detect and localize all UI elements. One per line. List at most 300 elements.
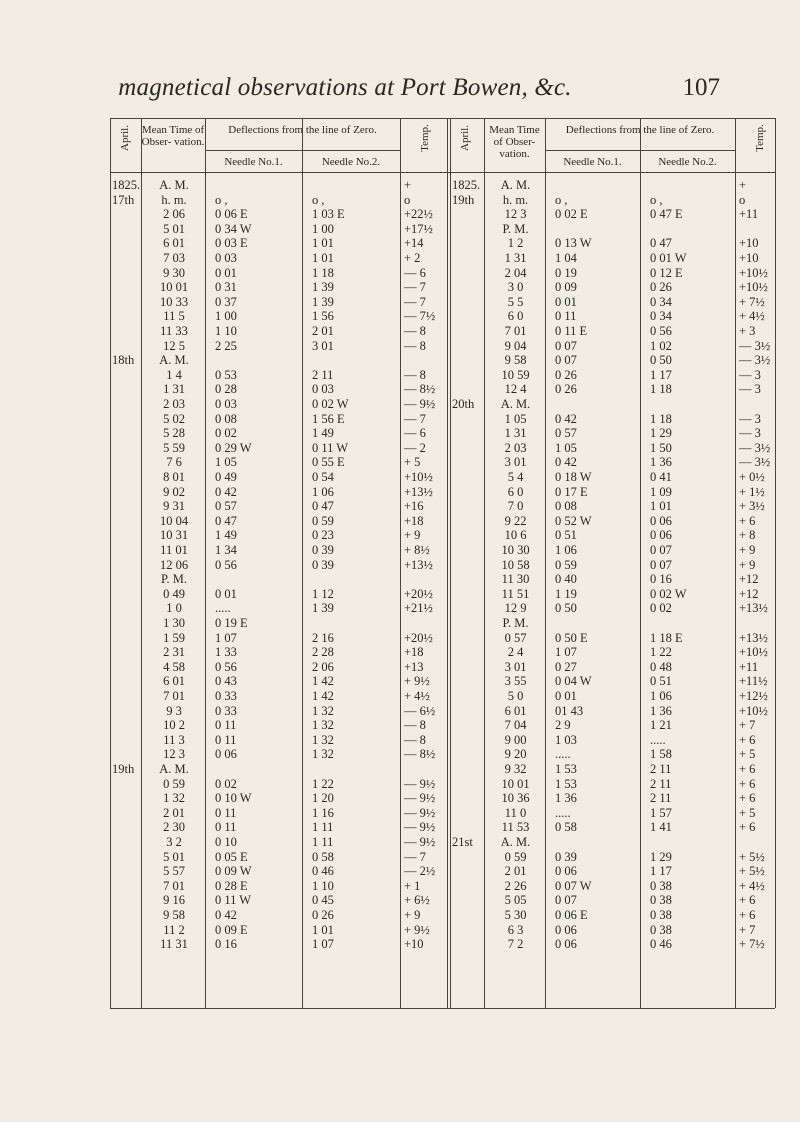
time-cell: 6 3 — [507, 922, 524, 937]
needle1-cell: 0 09 W — [215, 864, 252, 879]
needle2-cell: 0 02 W — [312, 397, 349, 411]
needle2-cell: 1 03 E — [312, 207, 345, 222]
needle1-cell: 0 02 E — [555, 207, 588, 222]
column-rule — [447, 118, 448, 1008]
needle2-cell: 1 18 E — [650, 630, 683, 645]
temp-cell: + — [739, 178, 747, 192]
needle1-cell: 0 31 — [215, 280, 237, 295]
needle1-cell: 0 52 W — [555, 513, 592, 528]
needle2-cell: 2 11 — [650, 762, 672, 776]
temp-cell: — 9½ — [404, 820, 436, 835]
time-cell: 5 28 — [163, 426, 185, 441]
subheader-rule — [205, 150, 400, 151]
needle1-cell: 0 34 W — [215, 221, 252, 236]
time-cell: 12 3 — [504, 207, 527, 222]
needle2-cell: 1 36 — [650, 455, 672, 470]
temp-cell: +13½ — [739, 601, 768, 616]
day-cell: 21st — [452, 835, 473, 849]
needle1-cell: 0 19 — [555, 265, 577, 280]
needle2-cell: 0 48 — [650, 659, 672, 674]
needle1-cell: 0 28 — [215, 382, 237, 397]
temp-cell: +13½ — [739, 630, 768, 645]
temp-cell: — 3 — [739, 367, 761, 382]
column-rule — [545, 118, 546, 1008]
time-cell: 3 0 — [507, 280, 524, 295]
needle2-cell: 1 57 — [650, 805, 672, 820]
time-cell: 9 20 — [504, 747, 527, 762]
needle1-cell: 1 03 — [555, 732, 577, 747]
needle1-cell: 0 40 — [555, 572, 577, 587]
needle1-cell: 0 07 — [555, 353, 577, 368]
time-cell: 10 01 — [501, 776, 530, 791]
column-rule — [141, 118, 142, 1008]
needle2-cell: 1 50 — [650, 440, 672, 455]
needle1-cell: 0 11 W — [215, 893, 252, 908]
table-top-rule — [110, 118, 775, 119]
time-cell: 9 30 — [163, 265, 185, 280]
needle2-cell: 1 01 — [650, 499, 672, 514]
time-cell: 1 31 — [504, 251, 527, 265]
needle1-cell: 0 26 — [555, 367, 577, 382]
needle2-cell: 1 49 — [312, 426, 334, 441]
temp-cell: +14 — [404, 236, 424, 251]
temp-cell: + 3 — [739, 324, 756, 338]
needle1-cell: 0 04 W — [555, 674, 592, 689]
temp-cell: + 6 — [739, 776, 756, 791]
needle1-cell: 1 49 — [215, 528, 237, 543]
time-cell: A. M. — [159, 353, 189, 368]
needle2-cell: 1 18 — [650, 411, 672, 426]
needle2-cell: 0 50 — [650, 353, 672, 368]
time-cell: 4 58 — [163, 659, 185, 674]
needle2-cell: 0 02 W — [650, 586, 687, 601]
time-cell: 11 53 — [501, 820, 530, 835]
temp-cell: — 7 — [404, 294, 426, 309]
needle2-cell: 0 02 — [650, 601, 672, 616]
temp-cell: +10 — [739, 236, 759, 251]
needle2-cell: 0 11 W — [312, 440, 349, 455]
temp-cell: + 7½ — [739, 294, 765, 309]
temp-cell: + 1 — [404, 878, 421, 893]
time-cell: 0 57 — [504, 630, 527, 645]
temp-cell: — 9½ — [404, 397, 436, 411]
needle2-cell: 2 01 — [312, 324, 334, 338]
temp-cell: — 7 — [404, 411, 426, 426]
needle2-cell: 0 54 — [312, 470, 334, 484]
time-cell: 9 58 — [163, 908, 185, 922]
temp-cell: + 7 — [739, 922, 756, 937]
needle1-cell: 0 10 W — [215, 791, 252, 806]
needle1-cell: 01 43 — [555, 703, 584, 718]
temp-cell: + 6 — [739, 820, 756, 835]
time-cell: 0 59 — [504, 849, 527, 864]
temp-cell: +12½ — [739, 689, 768, 703]
column-rule — [735, 118, 736, 1008]
time-cell: 10 36 — [501, 791, 530, 806]
needle1-cell: 0 03 — [215, 251, 237, 265]
temp-cell: — 3½ — [739, 338, 771, 353]
needle1-cell: 0 33 — [215, 703, 237, 718]
time-cell: 6 01 — [504, 703, 527, 718]
temp-cell: +12 — [739, 572, 759, 587]
needle2-cell: 0 51 — [650, 674, 672, 689]
time-cell: 5 5 — [507, 294, 524, 309]
needle2-cell: 2 11 — [312, 367, 334, 382]
needle1-cell: 0 50 — [555, 601, 577, 616]
needle2-cell: 1 01 — [312, 236, 334, 251]
time-cell: 3 01 — [504, 659, 527, 674]
time-cell: A. M. — [159, 762, 189, 776]
needle2-cell: 0 39 — [312, 543, 334, 557]
temp-cell: + 9½ — [404, 922, 430, 937]
needle1-cell: 0 08 — [215, 411, 237, 426]
time-cell: 12 4 — [504, 382, 527, 397]
time-cell: 2 03 — [504, 440, 527, 455]
needle2-cell: 0 59 — [312, 513, 334, 528]
day-cell: 19th — [112, 762, 135, 776]
needle2-cell: 0 06 — [650, 528, 672, 543]
column-rule — [484, 118, 485, 1008]
needle2-cell: 1 32 — [312, 718, 334, 733]
needle1-cell: 0 11 — [215, 820, 237, 835]
time-cell: 1 0 — [166, 601, 182, 616]
needle1-cell: 0 01 — [555, 689, 577, 703]
temp-cell: + 7½ — [739, 937, 765, 952]
time-cell: 1 30 — [163, 616, 185, 630]
needle1-header: Needle No.1. — [563, 156, 622, 168]
needle2-cell: 0 58 — [312, 849, 334, 864]
time-cell: 10 6 — [504, 528, 527, 543]
needle1-cell: 1 53 — [555, 776, 577, 791]
needle2-cell: 1 39 — [312, 601, 334, 616]
needle1-cell: 0 42 — [215, 908, 237, 922]
time-cell: 2 06 — [163, 207, 185, 222]
needle2-cell: 1 39 — [312, 280, 334, 295]
temp-cell: — 9½ — [404, 805, 436, 820]
temp-cell: +21½ — [404, 601, 433, 616]
needle1-cell: 0 09 — [555, 280, 577, 295]
temp-cell: + 6 — [739, 791, 756, 806]
needle1-cell: 0 11 — [215, 732, 237, 747]
temp-cell: +10½ — [739, 280, 768, 295]
needle2-cell: 1 10 — [312, 878, 334, 893]
needle2-cell: 1 32 — [312, 703, 334, 718]
needle2-cell: 3 01 — [312, 338, 334, 353]
temp-cell: +11½ — [739, 674, 768, 689]
temp-cell: — 8 — [404, 338, 426, 353]
day-cell: 18th — [112, 353, 135, 368]
needle2-cell: 1 32 — [312, 747, 334, 762]
time-cell: 3 01 — [504, 455, 527, 470]
needle1-cell: 1 04 — [555, 251, 577, 265]
needle1-cell: 0 28 E — [215, 878, 248, 893]
needle2-cell: 0 56 — [650, 324, 672, 338]
needle2-cell: 0 47 — [650, 236, 672, 251]
needle2-cell: 0 16 — [650, 572, 672, 587]
time-cell: 11 2 — [163, 922, 185, 937]
needle2-cell: 0 34 — [650, 309, 672, 324]
needle1-cell: 0 06 — [555, 937, 577, 952]
temp-cell: — 9½ — [404, 776, 436, 791]
time-cell: 12 5 — [163, 338, 185, 353]
needle2-cell: 2 11 — [650, 791, 672, 806]
needle1-cell: 0 02 — [215, 776, 237, 791]
needle2-cell: 0 38 — [650, 922, 672, 937]
needle2-cell: 1 17 — [650, 367, 672, 382]
time-cell: 0 49 — [163, 586, 185, 601]
time-cell: 2 03 — [163, 397, 185, 411]
needle2-cell: 1 42 — [312, 689, 334, 703]
needle1-cell: 0 16 — [215, 937, 237, 952]
time-cell: 0 59 — [163, 776, 185, 791]
needle2-cell: 1 01 — [312, 922, 334, 937]
time-cell: 3 55 — [504, 674, 527, 689]
time-cell: 1 4 — [166, 367, 182, 382]
time-cell: 2 26 — [504, 878, 527, 893]
needle1-cell: 0 59 — [555, 557, 577, 572]
temp-cell: + 6 — [739, 513, 756, 528]
needle1-cell: 0 56 — [215, 659, 237, 674]
time-cell: 5 01 — [163, 849, 185, 864]
time-cell: 7 6 — [166, 455, 182, 470]
time-cell: 9 02 — [163, 484, 185, 499]
time-cell: 6 01 — [163, 236, 185, 251]
needle2-cell: ..... — [650, 732, 666, 747]
time-cell: 7 01 — [163, 878, 185, 893]
temp-cell: — 3½ — [739, 353, 771, 368]
time-cell: 9 04 — [504, 338, 527, 353]
needle1-cell: 1 05 — [555, 440, 577, 455]
time-cell: 9 3 — [166, 703, 182, 718]
temp-cell: + 9 — [404, 908, 421, 922]
needle2-cell: 0 41 — [650, 470, 672, 484]
needle2-cell: 1 56 — [312, 309, 334, 324]
needle2-cell: 1 22 — [312, 776, 334, 791]
needle1-cell: 0 37 — [215, 294, 237, 309]
time-cell: 9 22 — [504, 513, 527, 528]
subheader-rule — [545, 150, 735, 151]
temp-cell: + 9½ — [404, 674, 430, 689]
temp-cell: + 0½ — [739, 470, 765, 484]
temp-cell: o — [404, 192, 411, 207]
needle2-cell: 0 39 — [312, 557, 334, 572]
needle2-cell: 1 42 — [312, 674, 334, 689]
time-cell: 11 31 — [160, 937, 188, 952]
needle2-cell: 1 09 — [650, 484, 672, 499]
temp-cell: +13½ — [404, 557, 433, 572]
needle2-cell: 0 07 — [650, 557, 672, 572]
temp-cell: +11 — [739, 207, 759, 222]
temp-cell: + 2 — [404, 251, 421, 265]
needle1-cell: 0 42 — [215, 484, 237, 499]
time-cell: 2 30 — [163, 820, 185, 835]
temp-cell: + 5½ — [739, 849, 765, 864]
column-rule — [205, 118, 206, 1008]
needle2-cell: 0 47 E — [650, 207, 683, 222]
time-cell: 10 59 — [501, 367, 530, 382]
needle1-cell: 0 06 — [215, 747, 237, 762]
needle1-cell: 0 06 E — [215, 207, 248, 222]
day-cell: 1825. — [112, 178, 141, 192]
needle1-cell: 0 19 E — [215, 616, 248, 630]
needle2-cell: 0 46 — [650, 937, 672, 952]
needle1-cell: 1 10 — [215, 324, 237, 338]
time-cell: 11 5 — [163, 309, 185, 324]
time-cell: A. M. — [500, 178, 531, 192]
needle1-cell: 1 33 — [215, 645, 237, 660]
needle1-cell: 0 11 E — [555, 324, 588, 338]
needle1-cell: 0 09 E — [215, 922, 248, 937]
temp-cell: — 7½ — [404, 309, 436, 324]
needle2-cell: 1 16 — [312, 805, 334, 820]
time-cell: 8 01 — [163, 470, 185, 484]
time-cell: 7 2 — [507, 937, 524, 952]
needle1-cell: 1 34 — [215, 543, 237, 557]
time-cell: 10 01 — [159, 280, 189, 295]
temp-cell: — 7 — [404, 849, 426, 864]
needle2-cell: 0 38 — [650, 908, 672, 922]
needle1-cell: 0 42 — [555, 411, 577, 426]
needle1-cell: o , — [555, 192, 568, 207]
needle2-cell: 1 36 — [650, 703, 672, 718]
time-cell: A. M. — [159, 178, 189, 192]
time-cell: 10 04 — [159, 513, 189, 528]
temp-cell: + 6½ — [404, 893, 430, 908]
needle2-cell: 2 16 — [312, 630, 334, 645]
temp-cell: + 4½ — [739, 878, 765, 893]
needle1-cell: 0 27 — [555, 659, 577, 674]
needle1-cell: 0 51 — [555, 528, 577, 543]
needle2-cell: 1 29 — [650, 849, 672, 864]
needle2-cell: 0 55 E — [312, 455, 345, 470]
temp-cell: +10½ — [739, 703, 768, 718]
needle2-cell: 1 56 E — [312, 411, 345, 426]
needle1-cell: 0 56 — [215, 557, 237, 572]
temp-cell: — 8 — [404, 718, 426, 733]
temp-cell: — 9½ — [404, 835, 436, 849]
needle1-cell: 0 26 — [555, 382, 577, 397]
deflections-header: Deflections from the line of Zero. — [228, 124, 377, 136]
time-cell: 5 57 — [163, 864, 185, 879]
needle2-cell: o , — [312, 192, 325, 207]
needle1-cell: 0 13 W — [555, 236, 592, 251]
needle1-cell: 0 06 E — [555, 908, 588, 922]
needle2-cell: 0 03 — [312, 382, 334, 397]
needle2-cell: 1 22 — [650, 645, 672, 660]
temp-cell: + 4½ — [739, 309, 765, 324]
temp-cell: + 3½ — [739, 499, 765, 514]
temp-cell: + 8½ — [404, 543, 430, 557]
temp-cell: + 6 — [739, 762, 756, 776]
time-cell: 2 04 — [504, 265, 527, 280]
temp-cell: + 5 — [739, 805, 756, 820]
needle2-cell: 1 18 — [312, 265, 334, 280]
needle1-cell: 0 53 — [215, 367, 237, 382]
running-title: magnetical observations at Port Bowen, &c. — [118, 74, 572, 101]
needle2-cell: 1 02 — [650, 338, 672, 353]
needle1-cell: 0 03 — [215, 397, 237, 411]
needle1-cell: 0 01 — [215, 586, 237, 601]
column-rule — [450, 118, 451, 1008]
time-cell: 9 00 — [504, 732, 527, 747]
time-cell: 1 31 — [163, 382, 185, 397]
needle2-cell: 1 12 — [312, 586, 334, 601]
needle1-cell: 0 57 — [555, 426, 577, 441]
temp-cell: +12 — [739, 586, 759, 601]
mean-time-header: Mean Time of Obser- vation. — [141, 124, 205, 148]
needle1-cell: 0 17 E — [555, 484, 588, 499]
time-cell: 1 05 — [504, 411, 527, 426]
needle1-cell: 1 00 — [215, 309, 237, 324]
time-cell: h. m. — [502, 192, 529, 207]
needle2-cell: 1 29 — [650, 426, 672, 441]
needle1-cell: 0 18 W — [555, 470, 592, 484]
day-cell: 20th — [452, 397, 475, 411]
temp-cell: — 8 — [404, 324, 426, 338]
time-cell: 9 31 — [163, 499, 185, 514]
deflections-header: Deflections from the line of Zero. — [565, 124, 715, 136]
temp-header: Temp. — [754, 124, 766, 152]
needle1-cell: 2 9 — [555, 718, 571, 733]
needle2-cell: 0 46 — [312, 864, 334, 879]
needle2-cell: 0 06 — [650, 513, 672, 528]
temp-cell: + 5 — [404, 455, 421, 470]
time-cell: 9 58 — [504, 353, 527, 368]
time-cell: P. M. — [502, 221, 529, 236]
needle2-cell: 1 11 — [312, 835, 334, 849]
needle1-cell: 1 19 — [555, 586, 577, 601]
needle1-cell: 0 06 — [555, 922, 577, 937]
time-cell: 10 58 — [501, 557, 530, 572]
time-cell: 5 59 — [163, 440, 185, 455]
needle2-cell: 1 39 — [312, 294, 334, 309]
needle2-cell: 1 07 — [312, 937, 334, 952]
temp-cell: o — [739, 192, 746, 207]
time-cell: 5 01 — [163, 221, 185, 236]
needle1-cell: 0 50 E — [555, 630, 588, 645]
time-cell: 5 30 — [504, 908, 527, 922]
table-bottom-rule — [110, 1008, 775, 1009]
time-cell: 12 9 — [504, 601, 527, 616]
time-cell: 11 0 — [504, 805, 527, 820]
needle2-cell: 1 11 — [312, 820, 334, 835]
needle1-cell: 0 57 — [215, 499, 237, 514]
time-cell: 7 03 — [163, 251, 185, 265]
needle2-header: Needle No.2. — [658, 156, 717, 168]
temp-cell: — 3 — [739, 382, 761, 397]
temp-cell: — 7 — [404, 280, 426, 295]
needle1-cell: 0 07 W — [555, 878, 592, 893]
temp-cell: +17½ — [404, 221, 433, 236]
temp-cell: +13½ — [404, 484, 433, 499]
needle2-cell: 0 07 — [650, 543, 672, 557]
needle1-cell: 1 06 — [555, 543, 577, 557]
time-cell: A. M. — [500, 835, 531, 849]
day-cell: 19th — [452, 192, 475, 207]
column-rule — [302, 118, 303, 1008]
running-header — [40, 74, 720, 114]
time-cell: 11 51 — [501, 586, 530, 601]
temp-cell: +22½ — [404, 207, 433, 222]
temp-cell: +11 — [739, 659, 759, 674]
mean-time-header: Mean Time of Obser- vation. — [489, 124, 540, 160]
time-cell: 2 01 — [163, 805, 185, 820]
time-cell: 3 2 — [166, 835, 182, 849]
needle1-cell: 0 10 — [215, 835, 237, 849]
needle1-cell: 0 39 — [555, 849, 577, 864]
temp-cell: — 6 — [404, 265, 426, 280]
needle1-cell: 0 58 — [555, 820, 577, 835]
